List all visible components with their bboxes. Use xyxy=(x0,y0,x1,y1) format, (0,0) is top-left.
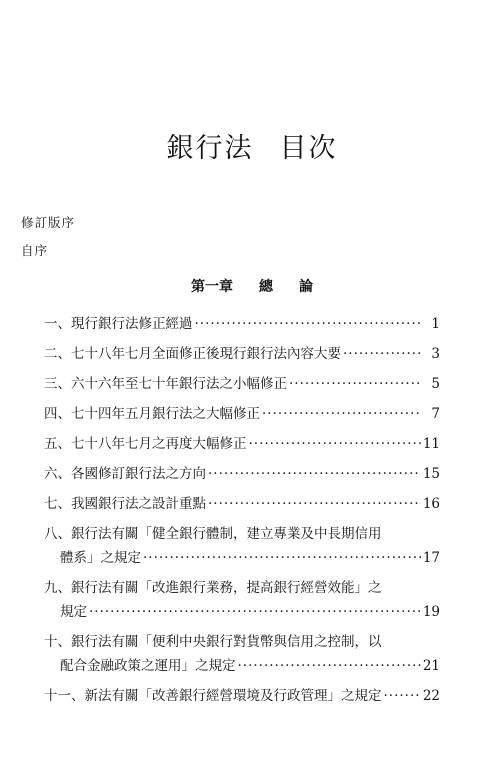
entry-number: 四、 xyxy=(44,406,71,422)
entry-title: 各國修訂銀行法之方向 xyxy=(71,466,206,482)
entry-title: 六十六年至七十年銀行法之小幅修正 xyxy=(71,376,287,392)
front-matter-preface[interactable]: 自序 xyxy=(21,243,49,258)
entry-title: 銀行法有關「健全銀行體制，建立專業及中長期信用 xyxy=(71,526,382,542)
toc-entry-7[interactable] xyxy=(44,492,440,516)
toc-entry-9-line-2[interactable] xyxy=(44,600,440,624)
dot-leader xyxy=(195,312,423,336)
toc-entry-4[interactable] xyxy=(44,402,440,426)
entry-number: 六、 xyxy=(44,466,71,482)
dot-leader xyxy=(208,462,421,486)
page-number: 1 xyxy=(431,316,440,332)
chapter-word-2: 論 xyxy=(299,279,313,295)
front-matter-preface-revised[interactable]: 修訂版序 xyxy=(21,215,76,230)
page-number: 22 xyxy=(422,688,440,704)
page-number: 15 xyxy=(422,466,440,482)
dot-leader xyxy=(143,546,421,570)
chapter-heading xyxy=(0,276,504,296)
toc-entry-10-line-2[interactable] xyxy=(44,654,440,678)
toc-entry-6[interactable] xyxy=(44,462,440,486)
dot-leader xyxy=(384,684,421,708)
entry-number: 十一、 xyxy=(44,688,85,704)
toc-entry-8-line-1[interactable] xyxy=(44,522,440,546)
entry-title-continued: 配合金融政策之運用」之規定 xyxy=(60,658,236,674)
entry-title: 現行銀行法修正經過 xyxy=(71,316,193,332)
entry-title: 七十八年七月之再度大幅修正 xyxy=(71,436,247,452)
toc-entry-9-line-1[interactable] xyxy=(44,576,440,600)
entry-title: 七十四年五月銀行法之大幅修正 xyxy=(71,406,260,422)
page-number: 7 xyxy=(431,406,440,422)
page-number: 5 xyxy=(431,376,440,392)
page-number: 17 xyxy=(422,550,440,566)
entry-title: 銀行法有關「便利中央銀行對貨幣與信用之控制，以 xyxy=(71,634,382,650)
dot-leader xyxy=(262,402,422,426)
entry-title: 新法有關「改善銀行經營環境及行政管理」之規定 xyxy=(84,688,382,704)
title-part-2: 目次 xyxy=(279,133,338,165)
toc-entry-11[interactable] xyxy=(44,684,440,708)
dot-leader xyxy=(343,342,422,366)
page-number: 3 xyxy=(431,346,440,362)
page-number: 19 xyxy=(422,604,440,620)
page-number: 11 xyxy=(422,436,440,452)
toc-entry-2[interactable] xyxy=(44,342,440,366)
entry-title-continued: 體系」之規定 xyxy=(60,550,141,566)
entry-number: 二、 xyxy=(44,346,71,362)
chapter-label: 第一章 xyxy=(191,279,233,295)
dot-leader xyxy=(289,372,422,396)
dot-leader xyxy=(249,432,421,456)
entry-title: 七十八年七月全面修正後現行銀行法內容大要 xyxy=(71,346,341,362)
toc-entry-8-line-2[interactable] xyxy=(44,546,440,570)
entry-number: 三、 xyxy=(44,376,71,392)
entry-number: 七、 xyxy=(44,496,71,512)
toc-entry-10-line-1[interactable] xyxy=(44,630,440,654)
toc-entry-3[interactable] xyxy=(44,372,440,396)
entry-number: 一、 xyxy=(44,316,71,332)
entry-number: 十、 xyxy=(44,634,71,650)
dot-leader xyxy=(208,492,421,516)
toc-entry-1[interactable] xyxy=(44,312,440,336)
entry-title-continued: 規定 xyxy=(60,604,87,620)
dot-leader xyxy=(89,600,421,624)
entry-number: 九、 xyxy=(44,580,71,596)
entry-number: 五、 xyxy=(44,436,71,452)
page-number: 16 xyxy=(422,496,440,512)
toc-entry-5[interactable] xyxy=(44,432,440,456)
entry-number: 八、 xyxy=(44,526,71,542)
page-title xyxy=(0,126,504,165)
page-number: 21 xyxy=(422,658,440,674)
dot-leader xyxy=(238,654,421,678)
table-of-contents xyxy=(44,312,440,708)
entry-title: 銀行法有關「改進銀行業務，提高銀行經營效能」之 xyxy=(71,580,382,596)
entry-title: 我國銀行法之設計重點 xyxy=(71,496,206,512)
title-part-1: 銀行法 xyxy=(166,133,254,165)
chapter-word-1: 總 xyxy=(259,279,273,295)
